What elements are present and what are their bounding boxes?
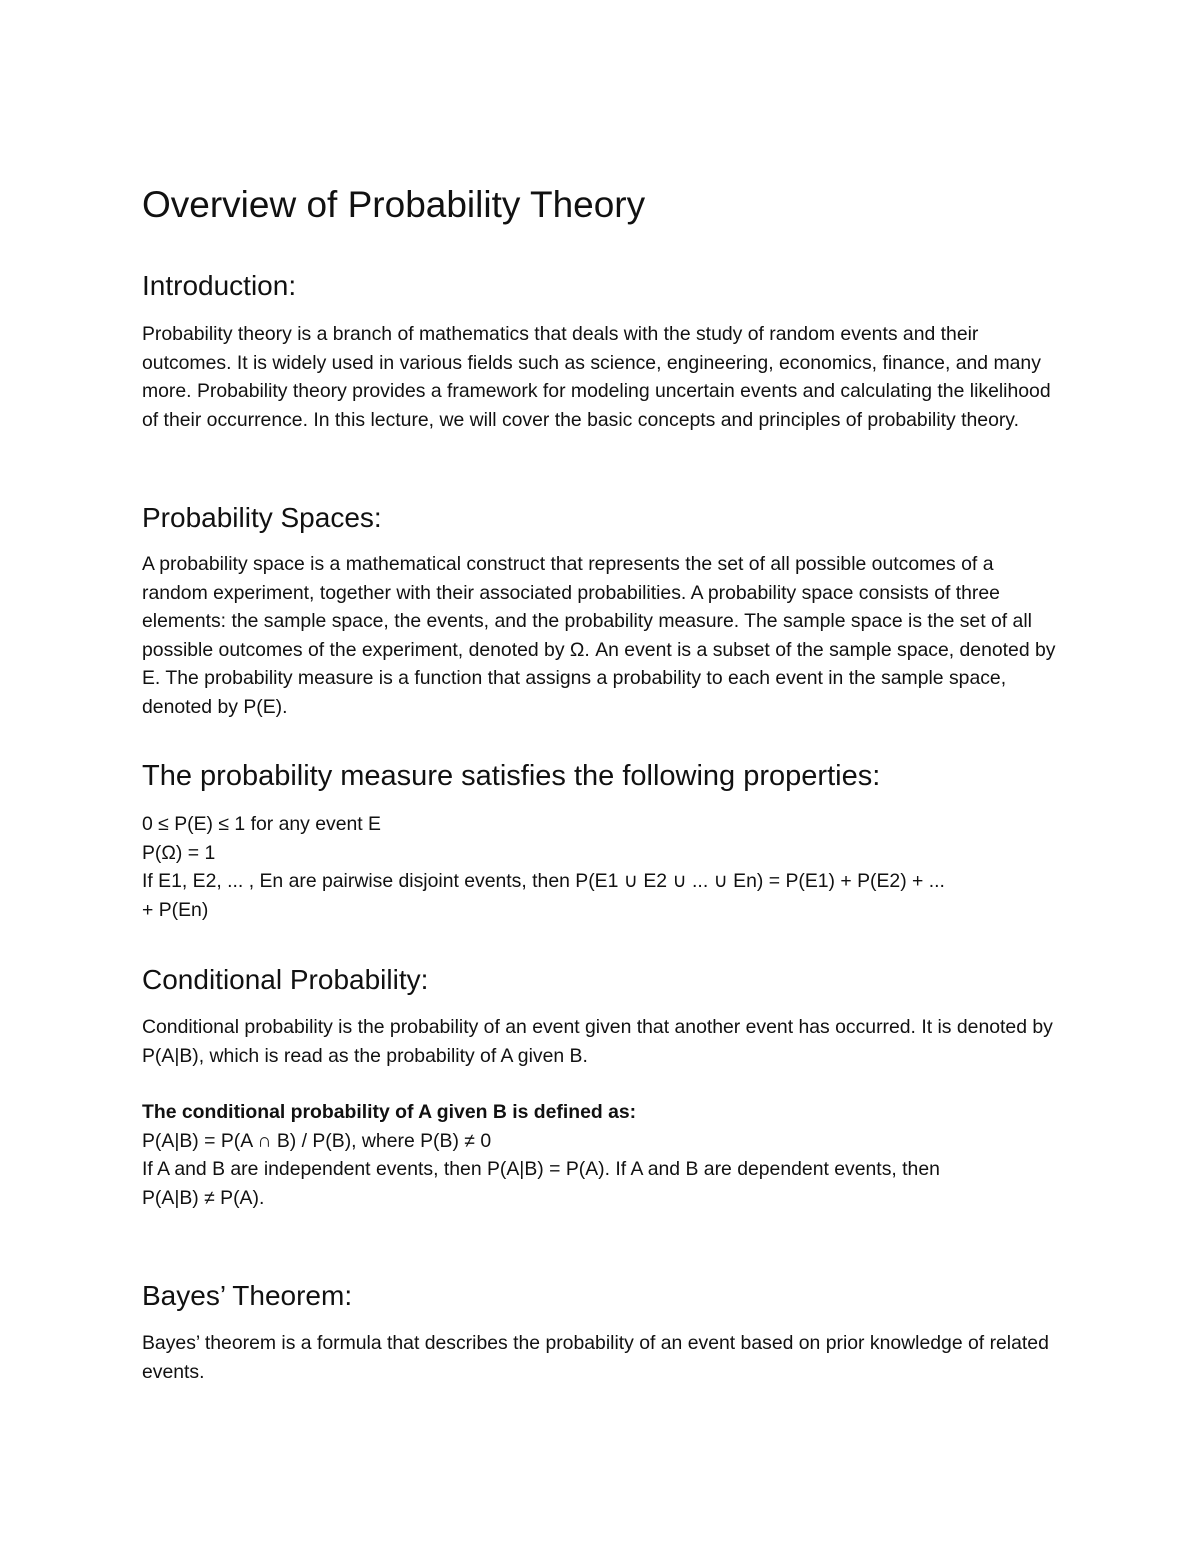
measure-properties-list — [142, 810, 1062, 924]
probability-spaces-body: A probability space is a mathematical construct that represents the set of all possible outcomes of a random experiment, together with their associated probabilities. A probability space consists of three elements: the sample space, the events, and the probability measure. The sample space is the set of all possible outcomes of the experiment, denoted by Ω. An event is a subset of the sample space, denoted by E. The probability measure is a function that assigns a probability to each event in the sample space, denoted by P(E). — [142, 553, 1056, 718]
probability-spaces-heading: Probability Spaces: — [142, 502, 382, 533]
property-line: If E1, E2, ... , En are pairwise disjoint events, then P(E1 ∪ E2 ∪ ... ∪ En) = P(E1) + P(E2) + ... — [142, 870, 945, 892]
property-line: + P(En) — [142, 898, 209, 921]
property-line: P(Ω) = 1 — [142, 841, 216, 864]
conditional-probability-heading: Conditional Probability: — [142, 964, 429, 995]
document-title: Overview of Probability Theory — [142, 184, 646, 225]
bayes-theorem-heading: Bayes’ Theorem: — [142, 1280, 353, 1311]
introduction-heading: Introduction: — [142, 270, 297, 301]
conditional-probability-body: Conditional probability is the probability of an event given that another event has occurred. It is denoted by P(A|B), which is read as the probability of A given B. — [142, 1016, 1053, 1067]
conditional-formula-line: If A and B are independent events, then P(A|B) = P(A). If A and B are dependent events, then — [142, 1158, 940, 1180]
introduction-body: Probability theory is a branch of mathematics that deals with the study of random events and their outcomes. It is widely used in various fields such as science, engineering, economics, finance, and many more. Probability theory provides a framework for modeling uncertain events and calculating the likelihood of their occurrence. In this lecture, we will cover the basic concepts and principles of probability theory. — [142, 323, 1051, 431]
conditional-formula-line: P(A|B) ≠ P(A). — [142, 1186, 265, 1209]
measure-properties-heading: The probability measure satisfies the following properties: — [142, 760, 881, 792]
conditional-definition-block — [142, 1098, 1062, 1212]
conditional-definition-label: The conditional probability of A given B is defined as: — [142, 1101, 637, 1123]
property-line: 0 ≤ P(E) ≤ 1 for any event E — [142, 813, 381, 835]
bayes-theorem-body: Bayes’ theorem is a formula that describes the probability of an event based on prior knowledge of related events. — [142, 1332, 1049, 1383]
conditional-formula-line: P(A|B) = P(A ∩ B) / P(B), where P(B) ≠ 0 — [142, 1129, 492, 1152]
